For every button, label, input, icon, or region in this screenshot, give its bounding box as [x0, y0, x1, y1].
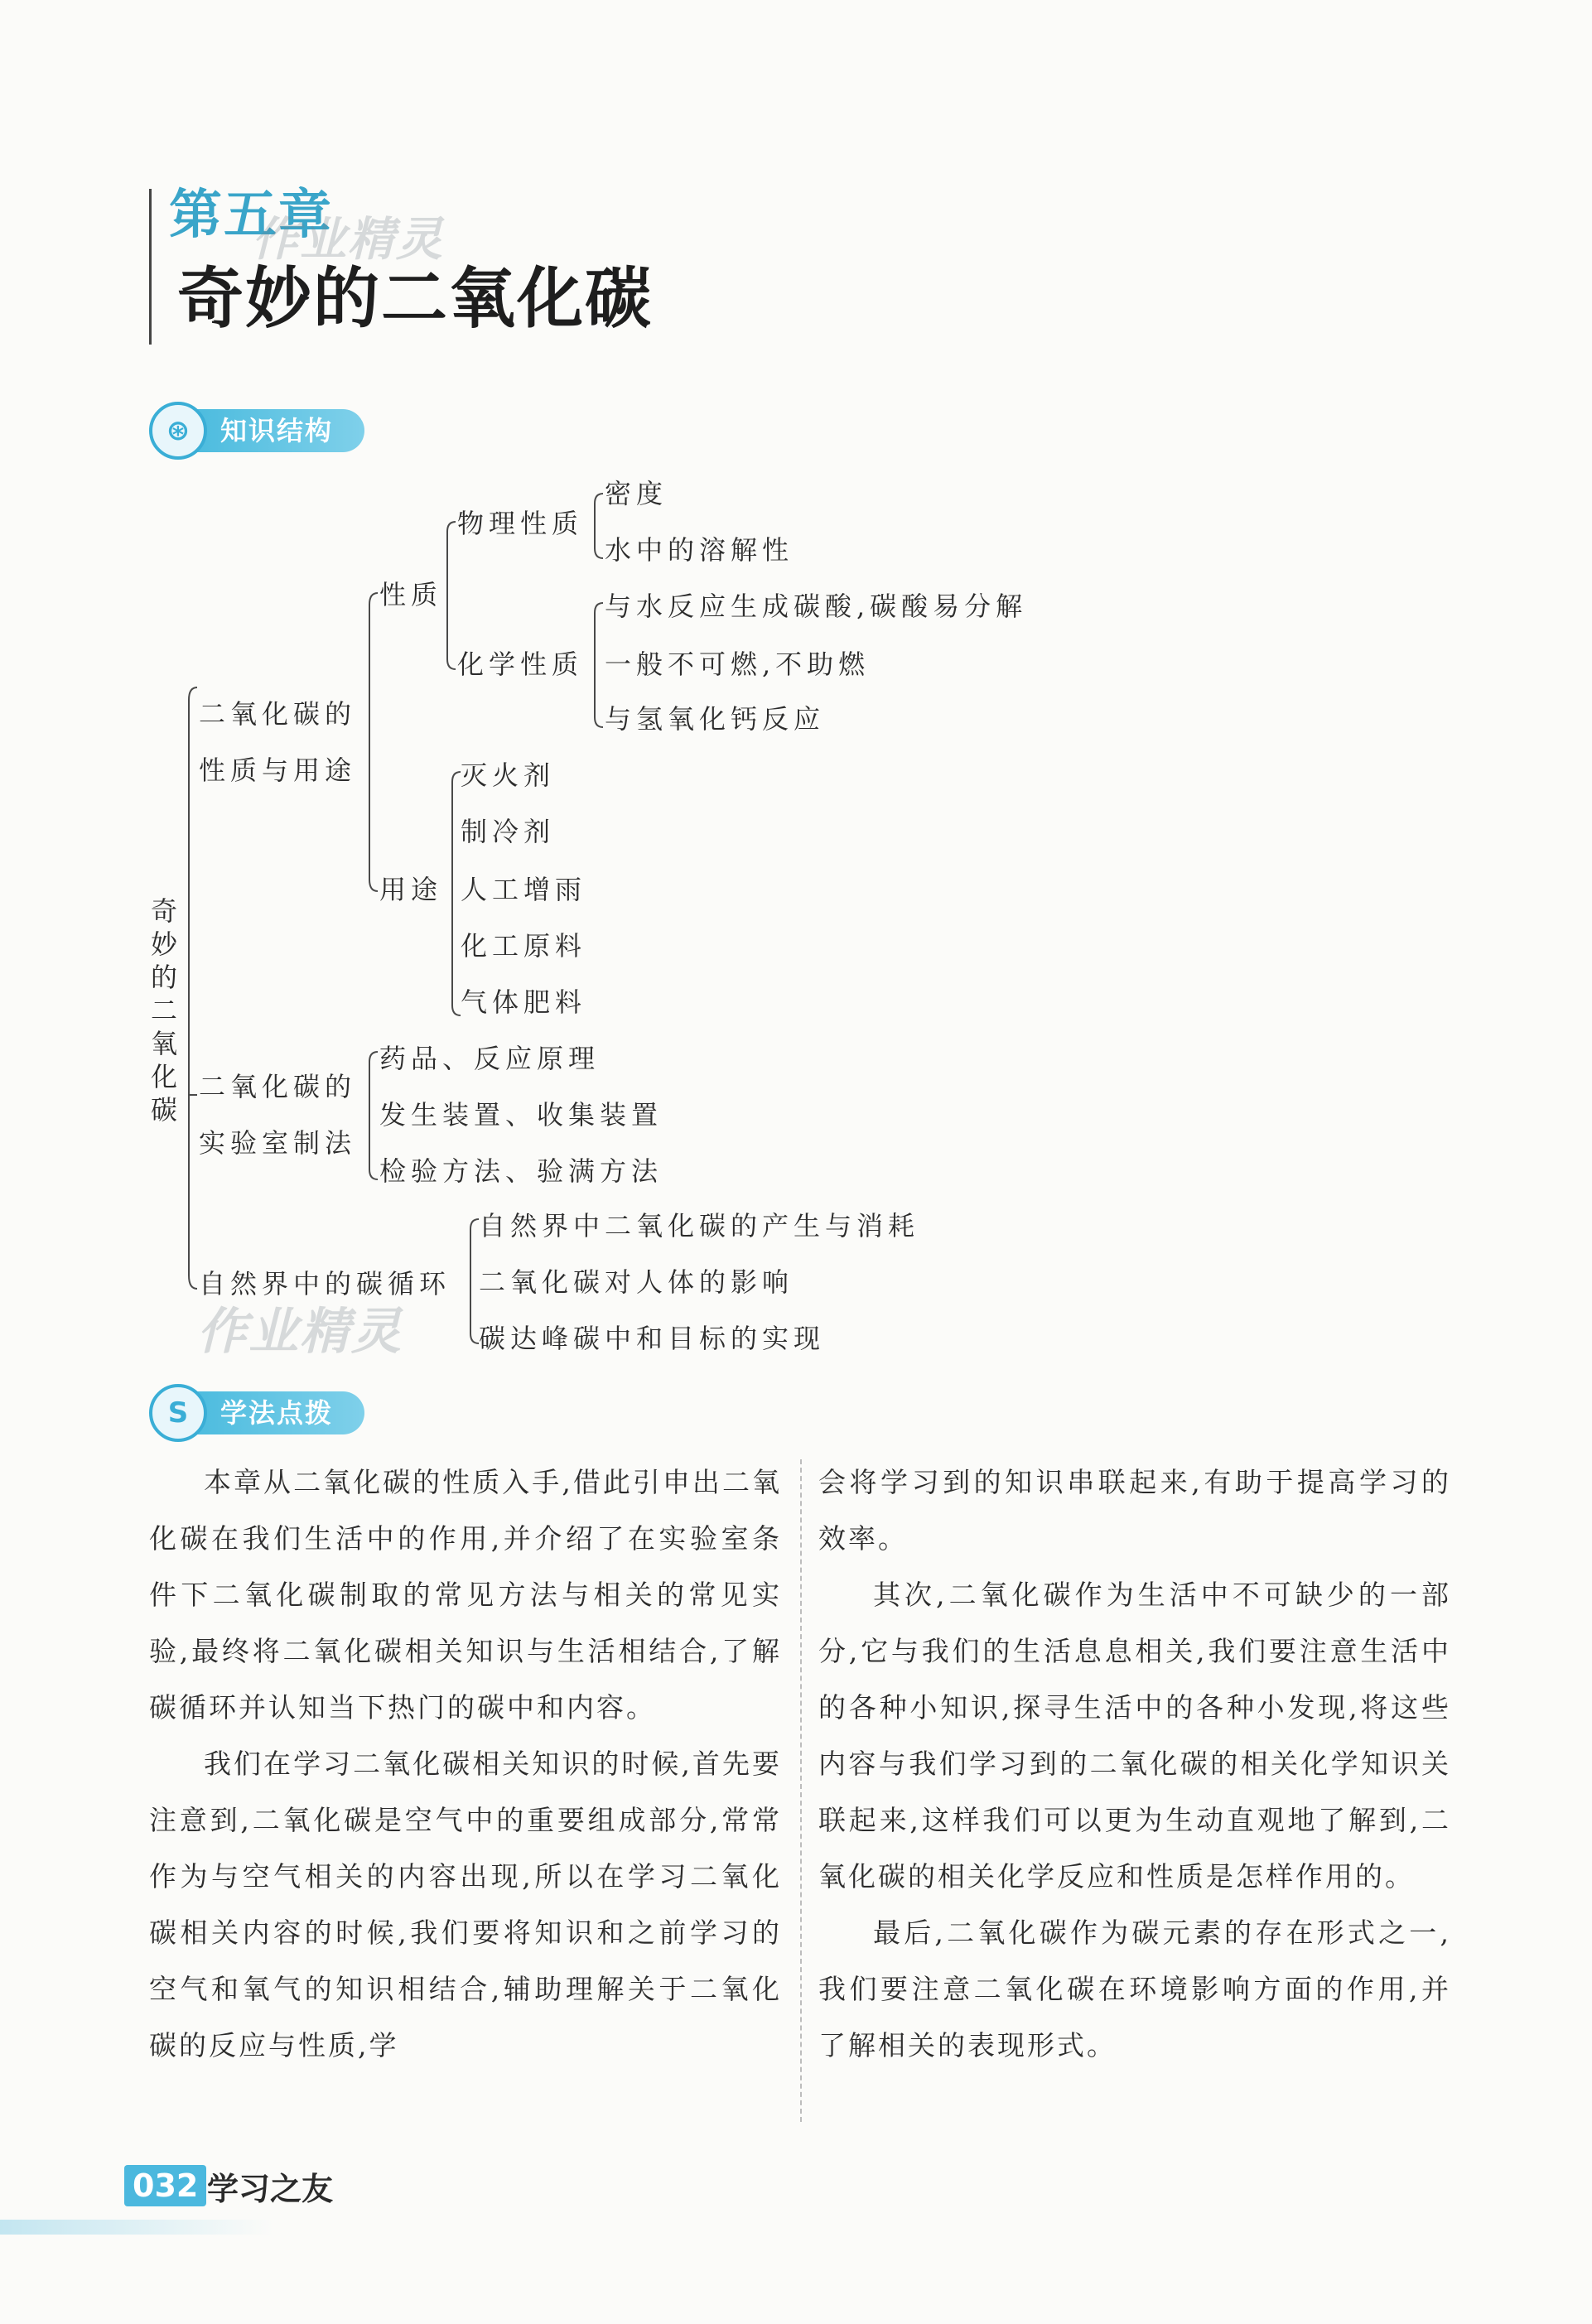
section-title-tips: 学法点拨 [220, 1397, 334, 1429]
paragraph: 会将学习到的知识串联起来,有助于提高学习的效率。 [818, 1466, 1451, 1555]
cycle-item: 碳达峰碳中和目标的实现 [479, 1323, 826, 1354]
branch-1-line1: 二氧化碳的 [199, 698, 357, 730]
use-item: 化工原料 [461, 930, 587, 962]
paragraph: 本章从二氧化碳的性质入手,借此引申出二氧化碳在我们生活中的作用,并介绍了在实验室条件下二氧化碳制取的常见方法与相关的常见实验,最终将二氧化碳相关知识与生活相结合,了解碳循环并认知当下热门的碳中和内容。 [149, 1466, 782, 1724]
use-item: 制冷剂 [461, 816, 556, 847]
node-physical: 物理性质 [457, 508, 584, 539]
book-name: 学习之友 [207, 2171, 334, 2207]
cycle-item: 二氧化碳对人体的影响 [479, 1266, 794, 1298]
node-uses: 用途 [379, 874, 443, 905]
branch-3: 自然界中的碳循环 [199, 1268, 451, 1299]
lab-item: 检验方法、验满方法 [379, 1155, 663, 1187]
node-chemical: 化学性质 [457, 649, 584, 680]
chemical-item: 与水反应生成碳酸,碳酸易分解 [605, 591, 1028, 622]
paragraph: 其次,二氧化碳作为生活中不可缺少的一部分,它与我们的生活息息相关,我们要注意生活中的各种小知识,探寻生活中的各种小发现,将这些内容与我们学习到的二氧化碳的相关化学知识关联起来,这样我们可以更为生动直观地了解到,二氧化碳的相关化学反应和性质是怎样作用的。 [818, 1579, 1451, 1892]
branch-2-line2: 实验室制法 [199, 1127, 357, 1159]
cycle-item: 自然界中二氧化碳的产生与消耗 [479, 1210, 920, 1242]
lab-item: 药品、反应原理 [379, 1043, 601, 1074]
watermark: 作业精灵 [252, 213, 444, 267]
swirl-icon: S [149, 1384, 207, 1442]
use-item: 人工增雨 [461, 874, 587, 905]
physical-item: 水中的溶解性 [605, 534, 794, 566]
paragraph: 我们在学习二氧化碳相关知识的时候,首先要注意到,二氧化碳是空气中的重要组成部分,常常作为与空气相关的内容出现,所以在学习二氧化碳相关内容的时候,我们要将知识和之前学习的空气和氧气的知识相结合,辅助理解关于二氧化碳的反应与性质,学 [149, 1748, 782, 2061]
chemical-item: 一般不可燃,不助燃 [605, 649, 871, 680]
use-item: 气体肥料 [461, 986, 587, 1018]
mind-map-root: 奇妙的二氧化碳 [150, 895, 177, 1126]
physical-item: 密度 [605, 478, 668, 509]
section-title-knowledge: 知识结构 [220, 415, 334, 446]
chapter-title: 奇妙的二氧化碳 [177, 259, 653, 337]
paragraph: 最后,二氧化碳作为碳元素的存在形式之一,我们要注意二氧化碳在环境影响方面的作用,并了解相关的表现形式。 [818, 1917, 1451, 2061]
network-icon: ⊛ [149, 402, 207, 460]
page-number: 032 [124, 2165, 206, 2206]
branch-2-line1: 二氧化碳的 [199, 1071, 357, 1102]
branch-1-line2: 性质与用途 [199, 755, 357, 786]
body-column-left [149, 1454, 782, 2074]
chemical-item: 与氢氧化钙反应 [605, 703, 826, 735]
node-properties: 性质 [379, 579, 443, 610]
body-column-right [818, 1454, 1451, 2074]
column-divider [800, 1459, 802, 2122]
lab-item: 发生装置、收集装置 [379, 1099, 663, 1131]
chapter-label: 第五章 [169, 185, 333, 246]
use-item: 灭火剂 [461, 759, 556, 791]
watermark: 作业精灵 [197, 1303, 403, 1361]
footer-bar [0, 2220, 273, 2235]
